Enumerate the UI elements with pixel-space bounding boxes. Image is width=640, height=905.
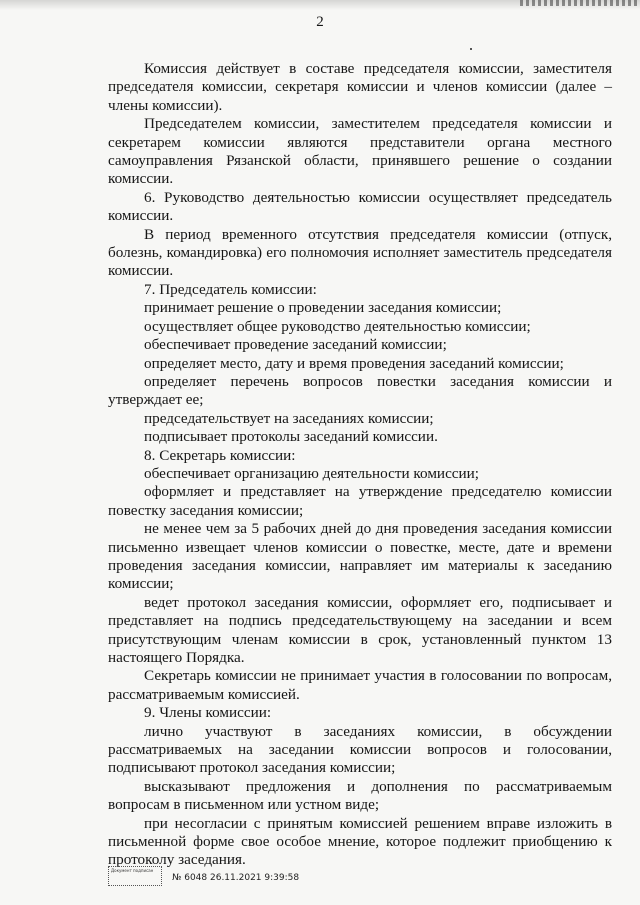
- section-heading: 9. Члены комиссии:: [144, 704, 272, 722]
- list-item: принимает решение о проведении заседания комиссии;: [144, 299, 502, 317]
- paragraph: В период временного отсутствия председателя комиссии (отпуск, болезнь, командировка) его полномочия исполняет заместитель председателя комиссии.: [108, 225, 612, 280]
- list-item: осуществляет общее руководство деятельностью комиссии;: [144, 317, 531, 335]
- list-item: обеспечивает проведение заседаний комиссии;: [144, 336, 447, 354]
- list-item: при несогласии с принятым комиссией решением вправе изложить в письменной форме свое особое мнение, которое подлежит приобщению к протоколу заседания.: [108, 814, 612, 869]
- list-item: председательствует на заседаниях комиссии;: [144, 409, 434, 427]
- list-item: обеспечивает организацию деятельности комиссии;: [144, 464, 480, 482]
- paragraph: 6. Руководство деятельностью комиссии осуществляет председатель комиссии.: [108, 188, 612, 225]
- list-item: подписывает протоколы заседаний комиссии.: [144, 428, 438, 446]
- stamp-text: Документ подписан: [111, 868, 154, 873]
- list-item: определяет перечень вопросов повестки заседания комиссии и утверждает ее;: [108, 372, 612, 409]
- section-heading: 8. Секретарь комиссии:: [144, 446, 296, 464]
- list-item: не менее чем за 5 рабочих дней до дня проведения заседания комиссии письменно извещает членов комиссии о повестке, месте, дате и времени проведения заседания комиссии, направляет им материалы к заседанию комиссии;: [108, 520, 612, 593]
- paragraph: Секретарь комиссии не принимает участия в голосовании по вопросам, рассматриваемым комиссией.: [108, 667, 612, 703]
- registration-number: № 6048 26.11.2021 9:39:58: [172, 873, 300, 883]
- list-item: оформляет и представляет на утверждение председателю комиссии повестку заседания комиссии;: [108, 483, 612, 519]
- page-number: 2: [316, 14, 324, 30]
- list-item: определяет место, дату и время проведения заседаний комиссии;: [144, 354, 564, 372]
- section-heading: 7. Председатель комиссии:: [144, 280, 317, 298]
- list-item: высказывают предложения и дополнения по рассматриваемым вопросам в письменном или устном виде;: [108, 777, 612, 814]
- paragraph: Комиссия действует в составе председателя комиссии, заместителя председателя комиссии, секретаря комиссии и членов комиссии (далее – члены комиссии).: [108, 60, 612, 114]
- scan-dot: [470, 48, 472, 50]
- list-item: ведет протокол заседания комиссии, оформляет его, подписывает и представляет на подпись председательствующему на заседании и всем присутствующим членам комиссии в срок, установленный пунктом 13 настоящего Порядка.: [108, 593, 612, 666]
- signature-stamp: [108, 866, 162, 886]
- scan-artifact: [520, 0, 640, 6]
- document-footer: [108, 866, 408, 892]
- list-item: лично участвуют в заседаниях комиссии, в обсуждении рассматриваемых на заседании комиссии вопросов и голосовании, подписывают протокол заседания комиссии;: [108, 722, 612, 777]
- paragraph: Председателем комиссии, заместителем председателя комиссии и секретарем комиссии являются представители органа местного самоуправления Рязанской области, принявшего решение о создании комиссии.: [108, 115, 612, 188]
- document-body: [108, 60, 612, 870]
